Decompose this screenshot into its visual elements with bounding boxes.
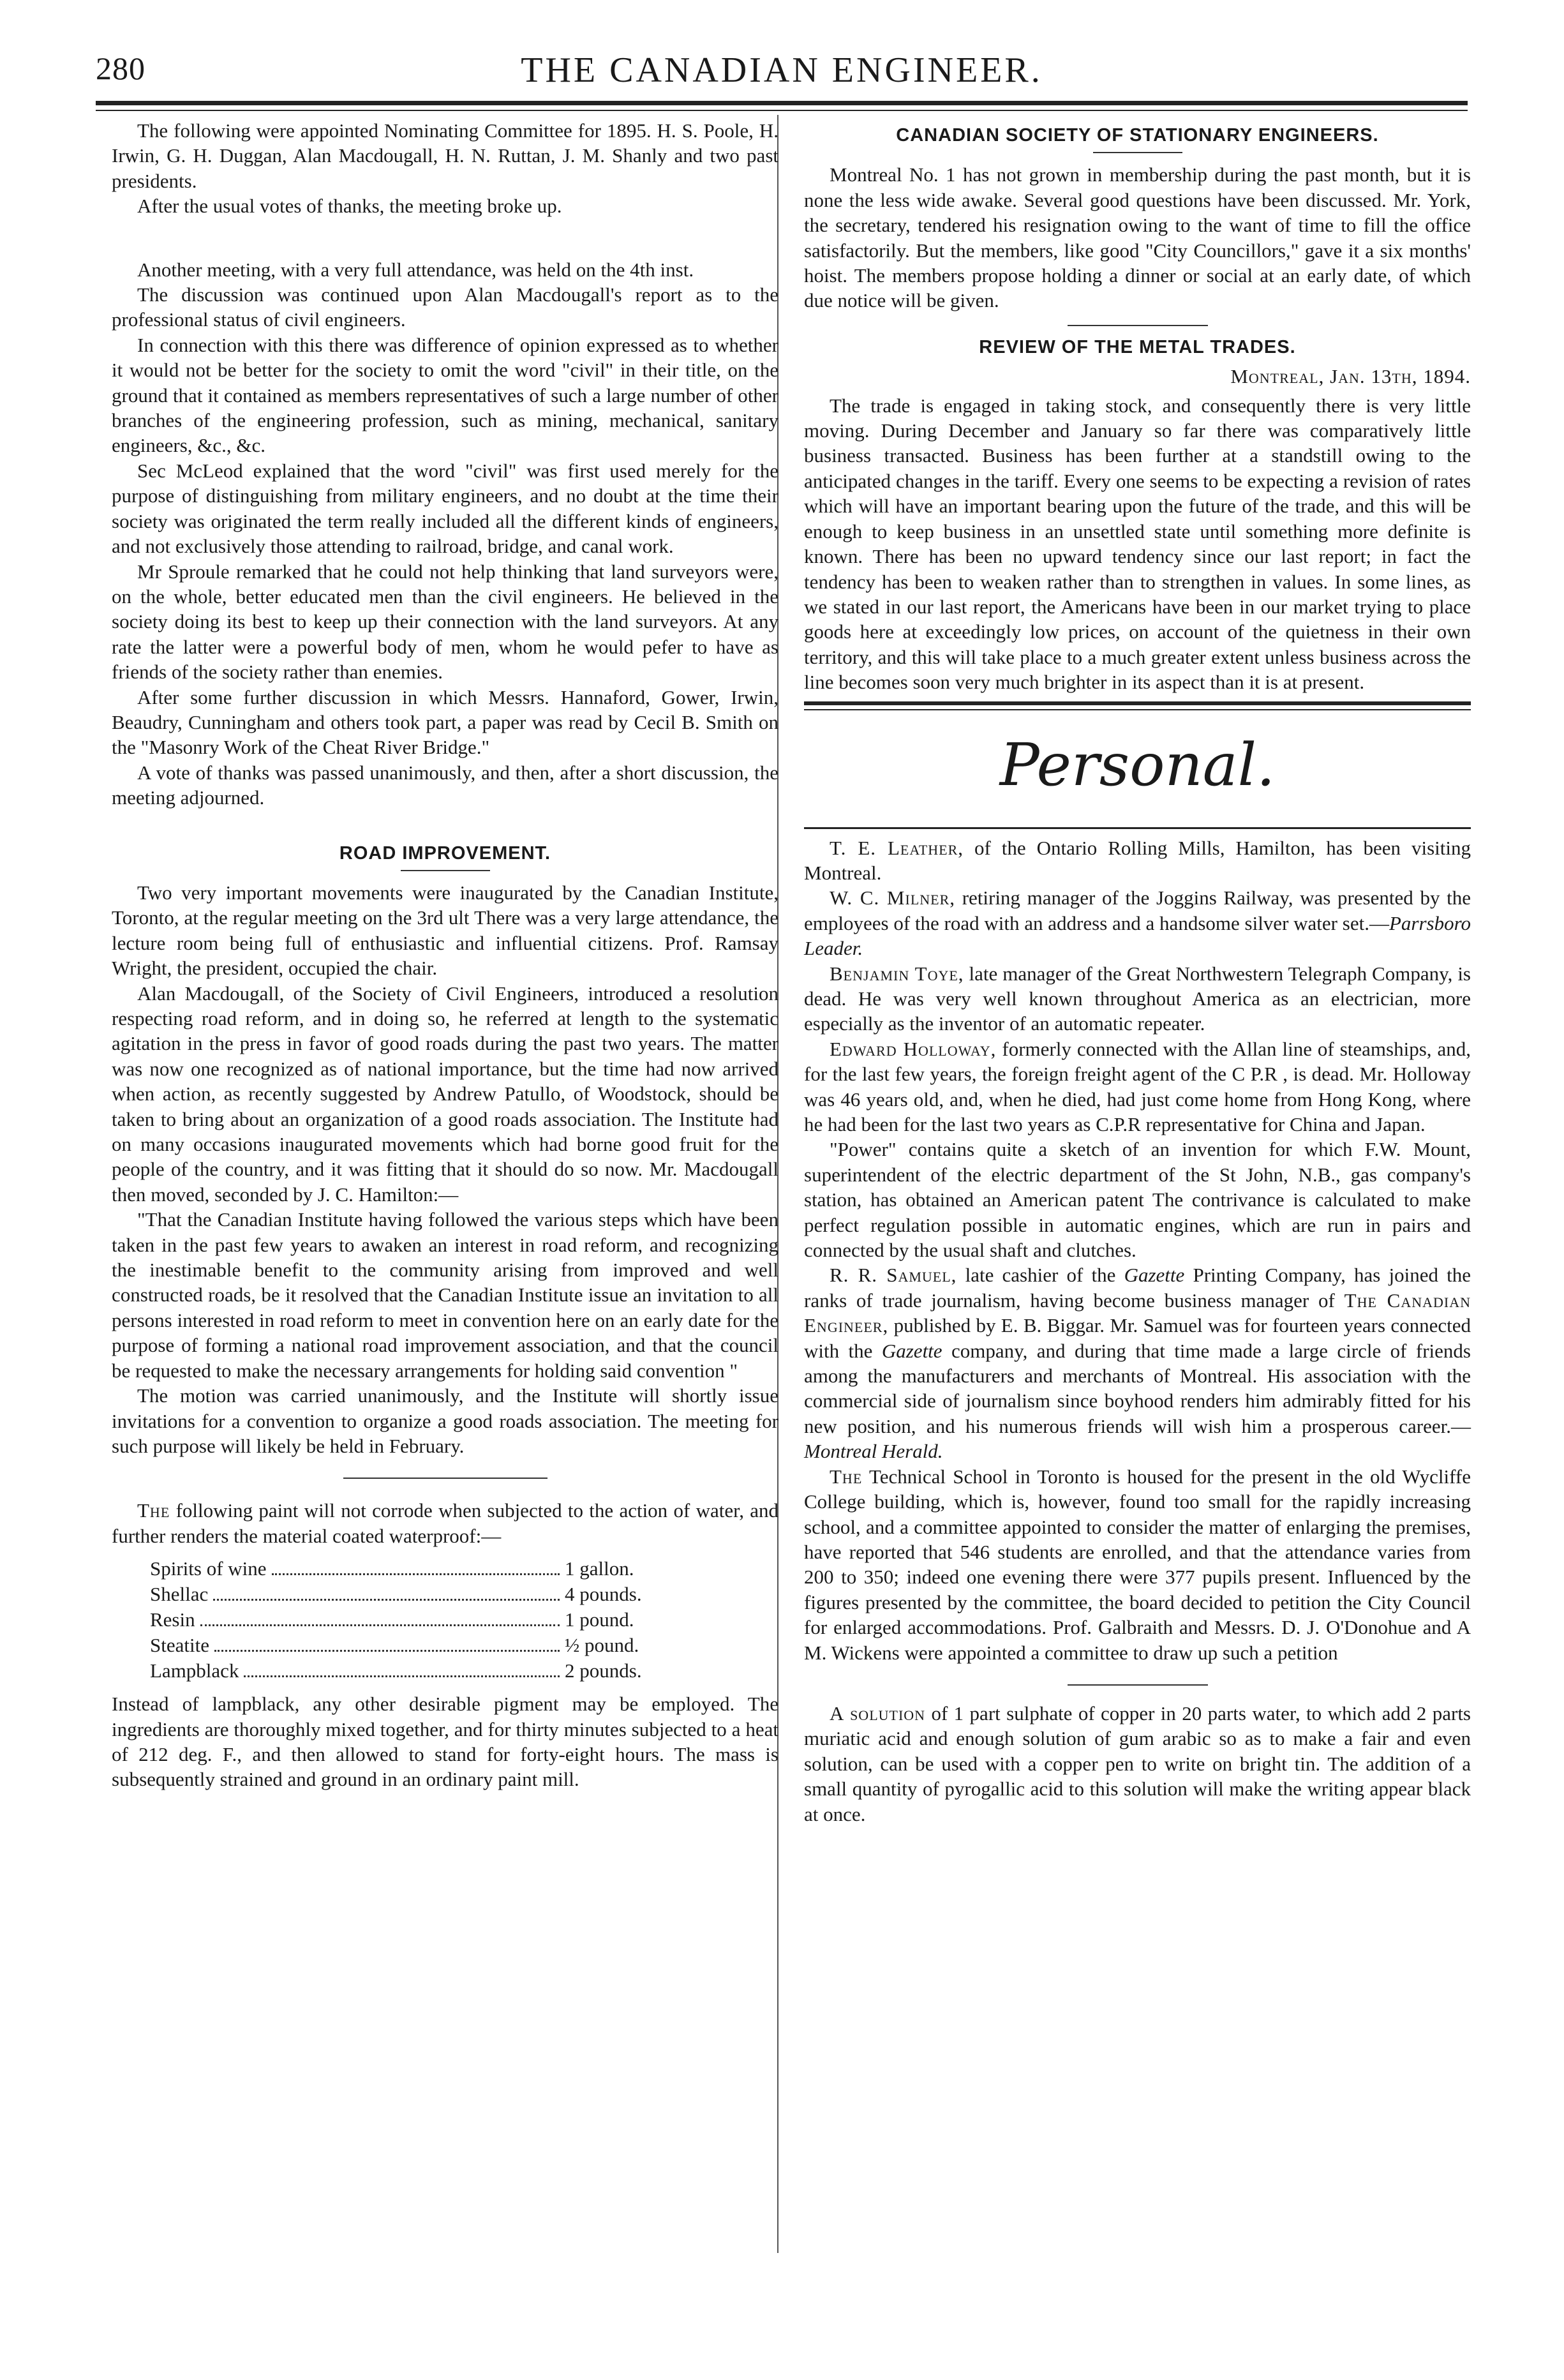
- paragraph-technical-school: The Technical School in Toronto is housed for the present in the old Wycliffe College building, which is, however, found too small for the rapidly increasing school, and a committee appointed to consider the matter of enlarging the premises, have reported that 546 students are enrolled, and that the attendance varies from 200 to 350; indeed one evening there were 377 pupils present. Influenced by the figures presented by the committee, the board decided to petition the City Council for enlarged accommodations. Prof. Galbraith and Messrs. D. J. O'Donohue and A M. Wickens were appointed a committee to draw up such a petition: [804, 1465, 1471, 1664]
- recipe-quantity: 1 gallon.: [565, 1557, 634, 1580]
- recipe-row: [150, 1607, 673, 1633]
- paragraph-road-resolution: "That the Canadian Institute having followed the various steps which have been taken in the past few years to awaken an interest in road reform, and recognizing the inestimable benefit to the community arising from improved and well constructed roads, be it resolved that the Canadian Institute issue an invitation to all persons interested in road reform to meet in convention here on an early date for the purpose of forming a national road improvement association, and that the council be requested to make the necessary arrangements for holding said convention ": [112, 1208, 778, 1382]
- recipe-row: [150, 1658, 673, 1684]
- paragraph-road-motion: The motion was carried unanimously, and the Institute will shortly issue invitations for a convention to organize a good roads association. The meeting for such purpose will likely be held in February.: [112, 1384, 778, 1457]
- paragraph-metal-trade: The trade is engaged in taking stock, and consequently there is very little moving. During December and January so far there was comparatively little business transacted. Business has been further at a standstill owing to the anticipated changes in the tariff. Every one seems to be expecting a revision of rates which will have an important bearing upon the future of the trade, and this will be enough to keep business in an unsettled state until something more definite is known. There has been no upward tendency since our last report; in fact the tendency has been to weaken rather than to strengthen in values. In some lines, as we stated in our last report, the Americans have been in our market trying to place goods here at exceedingly low prices, on account of the quietness in their own territory, and this will take place to a much greater extent unless business across the line becomes soon very much brighter in its aspect than it is at present.: [804, 394, 1471, 694]
- page-number: 280: [96, 50, 145, 86]
- heading-rule: [1093, 152, 1182, 153]
- recipe-quantity: 2 pounds.: [565, 1659, 642, 1682]
- header-rule-thick: [96, 101, 1468, 105]
- metal-dateline: Montreal, Jan. 13th, 1894.: [1230, 365, 1471, 388]
- paragraph-milner: W. C. Milner, retiring manager of the Joggins Railway, was presented by the employees of the road with an address and a handsome silver water set.—Parrsboro Leader.: [804, 887, 1471, 960]
- paragraph-paint-method: Instead of lampblack, any other desirable pigment may be employed. The ingredients are thoroughly mixed together, and for thirty minutes subjected to a heat of 212 deg. F., and then allowed to stand for forty-eight hours. The mass is subsequently strained and ground in an ordinary paint mill.: [112, 1693, 778, 1791]
- recipe-row: [150, 1633, 673, 1658]
- paragraph-paint-intro: The following paint will not corrode when subjected to the action of water, and further renders the material coated waterproof:—: [112, 1499, 778, 1547]
- paragraph-montreal-no1: Montreal No. 1 has not grown in membership during the past month, but it is none the less wide awake. Several good questions have been discussed. Mr. York, the secretary, tendered his resignation owing to the want of time to fill the office satisfactorily. But the members, like good "City Councillors," gave it a six months' hoist. The members propose holding a dinner or social at an early date, of which due notice will be given.: [804, 163, 1471, 312]
- paragraph-toye: Benjamin Toye, late manager of the Great Northwestern Telegraph Company, is dead. He was very well known throughout America as an electrician, more especially as the inventor of an automatic repeater.: [804, 962, 1471, 1035]
- left-column: [112, 118, 778, 1792]
- banner-rule-top-thin: [804, 709, 1471, 710]
- heading-rule: [401, 870, 490, 871]
- paragraph-holloway: Edward Holloway, formerly connected with the Allan line of steamships, and, for the last few years, the foreign freight agent of the C P.R , is dead. Mr. Holloway was 46 years old, and, when he died, had just come home from Hong Kong, where he had been for the last two years as C.P.R representative for China and Japan.: [804, 1037, 1471, 1135]
- paragraph-mcleod: Sec McLeod explained that the word "civil" was first used merely for the purpose of distinguishing from military engineers, and no doubt at the time their society was originated the term really included all the different kinds of engineers, and not exclusively those attending to railroad, bridge, and canal work.: [112, 459, 778, 558]
- section-rule: [1068, 325, 1208, 326]
- page-header: [96, 45, 1468, 102]
- banner-rule-top: [804, 701, 1471, 705]
- paragraph-sproule: Mr Sproule remarked that he could not help thinking that land surveyors were, on the whole, better educated men than the civil engineers. He believed in the society doing its best to keep up their connection with the land surveyors. At any rate the latter were a powerful body of men, whom he would pefer to have as friends of the society rather than enemies.: [112, 560, 778, 684]
- recipe-ingredient: Lampblack: [150, 1659, 239, 1682]
- separator-rule: [343, 1478, 547, 1479]
- section-rule: [1068, 1684, 1208, 1686]
- paragraph-civil-opinion: In connection with this there was difference of opinion expressed as to whether it would not be better for the society to omit the word "civil" in their title, on the ground that it contained as members representatives of such a large number of other branches of the engineering profession, such as mining, mechanical, sanitary engineers, &c., &c.: [112, 333, 778, 457]
- dot-leader: [213, 1599, 560, 1601]
- paint-recipe-list: [150, 1556, 673, 1684]
- heading-stationary-engineers: CANADIAN SOCIETY OF STATIONARY ENGINEERS.: [896, 125, 1379, 146]
- header-rule-thin: [96, 110, 1468, 111]
- paragraph-another-meeting: Another meeting, with a very full attendance, was held on the 4th inst.: [137, 258, 694, 281]
- journal-title: THE CANADIAN ENGINEER.: [521, 50, 1043, 90]
- dot-leader: [272, 1573, 560, 1575]
- heading-metal-trades: REVIEW OF THE METAL TRADES.: [979, 336, 1296, 357]
- heading-road-improvement: ROAD IMPROVEMENT.: [339, 842, 551, 864]
- personal-banner: [804, 701, 1471, 829]
- dot-leader: [200, 1624, 560, 1626]
- paragraph-samuel: R. R. Samuel, late cashier of the Gazette Printing Company, has joined the ranks of trade journalism, having become business manager of The Canadian Engineer, published by E. B. Biggar. Mr. Samuel was for fourteen years connected with the Gazette company, and during that time made a large circle of friends among the manufacturers and merchants of Montreal. His association with the commercial side of journalism since boyhood renders him admirably fitted for his new position, and his numerous friends will wish him a prosperous career.—Montreal Herald.: [804, 1264, 1471, 1463]
- paragraph-leather: T. E. Leather, of the Ontario Rolling Mills, Hamilton, has been visiting Montreal.: [804, 836, 1471, 884]
- recipe-quantity: ½ pound.: [565, 1634, 639, 1657]
- right-column: [804, 118, 1471, 1827]
- paragraph-road-intro: Two very important movements were inaugurated by the Canadian Institute, Toronto, at the regular meeting on the 3rd ult There was a very large attendance, the lecture room being full of enthusiastic and influential citizens. Prof. Ramsay Wright, the president, occupied the chair.: [112, 881, 778, 980]
- recipe-row: [150, 1582, 673, 1607]
- paragraph-power: "Power" contains quite a sketch of an invention for which F.W. Mount, superintendent of the electric department of the St John, N.B., gas company's station, has obtained an American patent The contrivance is calculated to make perfect regulation possible in automatic engines, which are run in pairs and connected by the usual shaft and clutches.: [804, 1138, 1471, 1262]
- recipe-quantity: 1 pound.: [565, 1608, 634, 1631]
- recipe-ingredient: Shellac: [150, 1583, 209, 1606]
- paragraph-further-discussion: After some further discussion in which Messrs. Hannaford, Gower, Irwin, Beaudry, Cunningham and others took part, a paper was read by Cecil B. Smith on the "Masonry Work of the Cheat River Bridge.": [112, 685, 778, 759]
- paragraph-road-macdougall: Alan Macdougall, of the Society of Civil Engineers, introduced a resolution respecting road reform, and in doing so, he referred at length to the systematic agitation in the press in favor of good roads during the past two years. The matter was now one recognized as of national importance, but the time had now arrived when action, as recently suggested by Andrew Patullo, of Woodstock, should be taken to bring about an organization of a good roads association. The Institute had on many occasions inaugurated movements which had borne good fruit for the people of the country, and it was fitting that it should do so now. Mr. Macdougall then moved, seconded by J. C. Hamilton:—: [112, 982, 778, 1206]
- paragraph-nominating: The following were appointed Nominating Committee for 1895. H. S. Poole, H. Irwin, G. H. Duggan, Alan Macdougall, H. N. Ruttan, J. M. Shanly and two past presidents.: [112, 119, 778, 192]
- paragraph-discussion: The discussion was continued upon Alan Macdougall's report as to the professional status of civil engineers.: [112, 283, 778, 331]
- recipe-ingredient: Steatite: [150, 1634, 209, 1657]
- recipe-quantity: 4 pounds.: [565, 1583, 642, 1606]
- recipe-ingredient: Resin: [150, 1608, 195, 1631]
- recipe-ingredient: Spirits of wine: [150, 1557, 267, 1580]
- paragraph-vote-thanks: A vote of thanks was passed unanimously, and then, after a short discussion, the meeting adjourned.: [112, 761, 778, 809]
- dot-leader: [244, 1675, 560, 1677]
- dot-leader: [214, 1650, 560, 1652]
- paragraph-solution: A solution of 1 part sulphate of copper in 20 parts water, to which add 2 parts muriatic acid and enough solution of gum arabic so as to make a fair and even solution, can be used with a copper pen to write on bright tin. The addition of a small quantity of pyrogallic acid to this solution will make the writing appear black at once.: [804, 1702, 1471, 1825]
- banner-rule-bottom: [804, 827, 1471, 829]
- personal-title: Personal.: [999, 730, 1276, 799]
- paragraph-meeting-close: After the usual votes of thanks, the meeting broke up.: [137, 195, 562, 218]
- recipe-row: [150, 1556, 673, 1582]
